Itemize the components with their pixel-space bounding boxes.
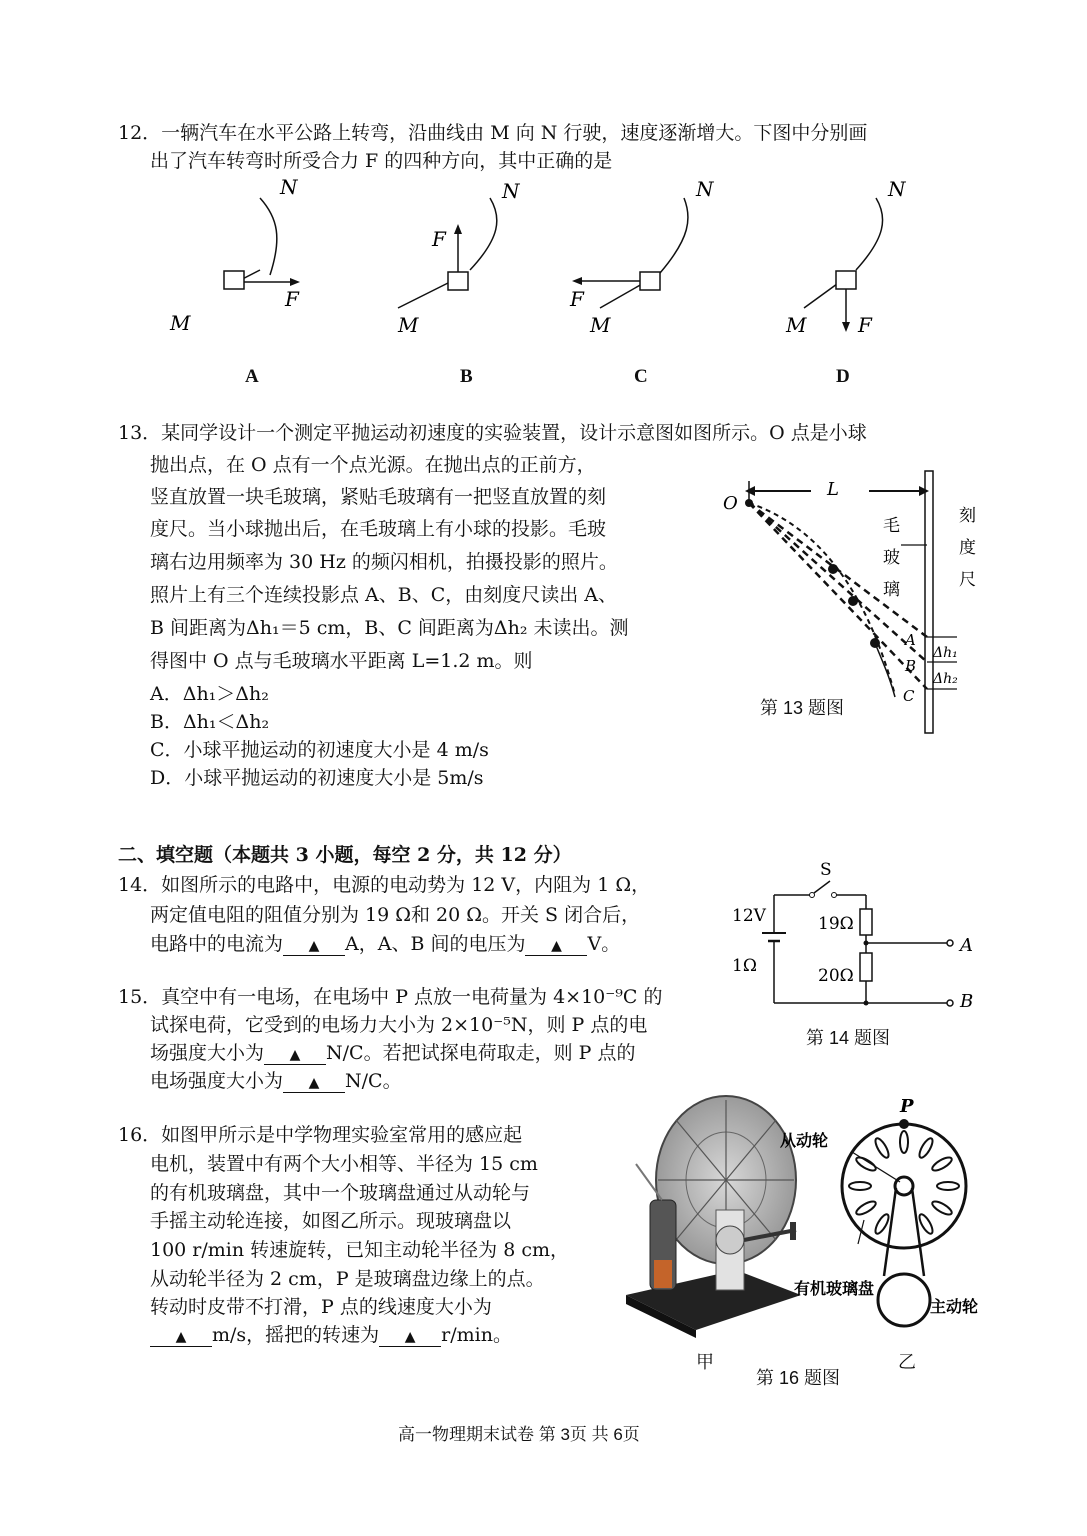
- belt-drive-diagram: [780, 1090, 990, 1340]
- f-label: F: [570, 287, 584, 311]
- q13-line: 抛出点，在 O 点有一个点光源。在抛出点的正前方，: [150, 454, 596, 476]
- f-label: F: [285, 287, 299, 311]
- q13-caption: 第 13 题图: [760, 698, 845, 718]
- m-label: M: [170, 311, 191, 335]
- q13-choice-a: A．Δh₁＞Δh₂: [150, 683, 269, 705]
- m-label: M: [786, 313, 807, 337]
- answer-blank[interactable]: ▲: [150, 1328, 212, 1347]
- q15-line2: 试探电荷，它受到的电场力大小为 2×10⁻⁵N，则 P 点的电: [150, 1014, 648, 1036]
- q16-text: m/s，摇把的转速为: [212, 1324, 380, 1346]
- r-label: 1Ω: [732, 956, 757, 976]
- q15-text: N/C。: [345, 1070, 402, 1092]
- glass-char: 璃: [883, 580, 900, 600]
- q13-choice-d: D．小球平抛运动的初速度大小是 5m/s: [150, 767, 484, 789]
- q13-line: 得图中 O 点与毛玻璃水平距离 L=1.2 m。则: [150, 650, 533, 672]
- q13-line: 竖直放置一块毛玻璃，紧贴毛玻璃有一把竖直放置的刻: [150, 486, 607, 508]
- q12-diagram-a: [160, 178, 320, 338]
- n-label: N: [280, 178, 298, 199]
- answer-blank[interactable]: ▲: [283, 1074, 345, 1093]
- p-label: P: [900, 1096, 914, 1117]
- q15-line4: [150, 1068, 402, 1094]
- q13-line: 度尺。当小球抛出后，在毛玻璃上有小球的投影。毛玻: [150, 518, 607, 540]
- q15-line1: 15．真空中有一电场，在电场中 P 点放一电荷量为 4×10⁻⁹C 的: [118, 986, 663, 1008]
- q14-text: 电路中的电流为: [150, 933, 284, 955]
- q13-choice-b: B．Δh₁＜Δh₂: [150, 711, 270, 733]
- q13-figure: [715, 465, 995, 735]
- r2-label: 20Ω: [818, 966, 854, 986]
- answer-blank[interactable]: ▲: [525, 937, 587, 956]
- f-label: F: [858, 313, 872, 337]
- q15-text: N/C。若把试探电荷取走，则 P 点的: [326, 1042, 636, 1064]
- glass-char: 玻: [883, 548, 900, 568]
- answer-blank[interactable]: ▲: [379, 1328, 441, 1347]
- q14-circuit: [726, 855, 986, 1015]
- dh1-label: Δh₁: [933, 645, 958, 661]
- q12-diagram-b: [390, 178, 550, 338]
- s-label: S: [820, 860, 832, 880]
- a-label: A: [905, 631, 916, 649]
- b-label: B: [905, 657, 917, 675]
- q14-caption: 第 14 题图: [806, 1028, 891, 1048]
- q13-line: 照片上有三个连续投影点 A、B、C，由刻度尺读出 A、: [150, 584, 618, 606]
- q16-line-last: [150, 1322, 512, 1348]
- q16-line: 电机，装置中有两个大小相等、半径为 15 cm: [150, 1153, 538, 1175]
- m-label: M: [398, 313, 419, 337]
- q15-text: 电场强度大小为: [150, 1070, 284, 1092]
- n-label: N: [888, 178, 906, 201]
- q16-line: 转动时皮带不打滑，P 点的线速度大小为: [150, 1296, 492, 1318]
- dh2-label: Δh₂: [933, 671, 958, 687]
- q16-jia-label: 甲: [696, 1352, 714, 1372]
- q15-line3: [150, 1040, 635, 1066]
- q16-line: 从动轮半径为 2 cm，P 是玻璃盘边缘上的点。: [150, 1268, 545, 1290]
- ruler-char: 刻: [959, 506, 976, 526]
- q13-line: 璃右边用频率为 30 Hz 的频闪相机，拍摄投影的照片。: [150, 551, 618, 573]
- ruler-char: 尺: [959, 570, 976, 590]
- q13-line: B 间距离为Δh₁＝5 cm，B、C 间距离为Δh₂ 未读出。测: [150, 617, 629, 639]
- section-2-title: 二、填空题（本题共 3 小题，每空 2 分，共 12 分）: [118, 844, 572, 866]
- glass-char: 毛: [883, 516, 900, 536]
- q16-line: 手摇主动轮连接，如图乙所示。现玻璃盘以: [150, 1210, 512, 1232]
- q15-text: 场强度大小为: [150, 1042, 265, 1064]
- q12-line2: 出了汽车转弯时所受合力 F 的四种方向，其中正确的是: [150, 150, 613, 172]
- q12-option-c: C: [634, 366, 648, 387]
- q13-line1: 13．某同学设计一个测定平抛运动初速度的实验装置，设计示意图如图所示。O 点是小球: [118, 422, 867, 444]
- c-label: C: [903, 687, 915, 705]
- n-label: N: [502, 179, 520, 203]
- driven-wheel-label: 从动轮: [780, 1133, 829, 1150]
- q14-line3: [150, 931, 620, 957]
- n-label: N: [696, 178, 714, 201]
- a-terminal-label: A: [960, 935, 973, 956]
- q13-choice-c: C．小球平抛运动的初速度大小是 4 m/s: [150, 739, 489, 761]
- q12-diagram-c: [560, 178, 720, 338]
- q12-diagram-d: [780, 178, 940, 348]
- q12-line1: 12．一辆汽车在水平公路上转弯，沿曲线由 M 向 N 行驶，速度逐渐增大。下图中分别画: [118, 122, 868, 144]
- q12-option-a: A: [245, 366, 259, 387]
- b-terminal-label: B: [960, 991, 974, 1012]
- q16-caption: 第 16 题图: [756, 1368, 841, 1388]
- m-label: M: [590, 313, 611, 337]
- page-footer: 高一物理期末试卷 第 3页 共 6页: [398, 1425, 640, 1444]
- q14-line2: 两定值电阻的阻值分别为 19 Ω和 20 Ω。开关 S 闭合后，: [150, 904, 641, 926]
- driver-wheel-label: 主动轮: [930, 1299, 979, 1316]
- disk-label: 有机玻璃盘: [794, 1281, 875, 1298]
- q14-text: A，A、B 间的电压为: [345, 933, 526, 955]
- f-label: F: [432, 227, 446, 251]
- emf-label: 12V: [732, 906, 766, 926]
- q16-line: 的有机玻璃盘，其中一个玻璃盘通过从动轮与: [150, 1182, 531, 1204]
- q14-line1: 14．如图所示的电路中，电源的电动势为 12 V，内阻为 1 Ω，: [118, 874, 651, 896]
- q12-option-d: D: [836, 366, 850, 387]
- q16-yi-label: 乙: [898, 1352, 916, 1372]
- q12-option-b: B: [460, 366, 473, 387]
- q14-text: V。: [587, 933, 621, 955]
- answer-blank[interactable]: ▲: [264, 1046, 326, 1065]
- l-label: L: [827, 479, 839, 500]
- q16-line: 16．如图甲所示是中学物理实验室常用的感应起: [118, 1124, 523, 1146]
- answer-blank[interactable]: ▲: [283, 937, 345, 956]
- ruler-char: 度: [959, 538, 976, 558]
- q16-text: r/min。: [441, 1324, 512, 1346]
- q16-line: 100 r/min 转速旋转，已知主动轮半径为 8 cm，: [150, 1239, 569, 1261]
- r1-label: 19Ω: [818, 914, 854, 934]
- o-label: O: [723, 493, 738, 514]
